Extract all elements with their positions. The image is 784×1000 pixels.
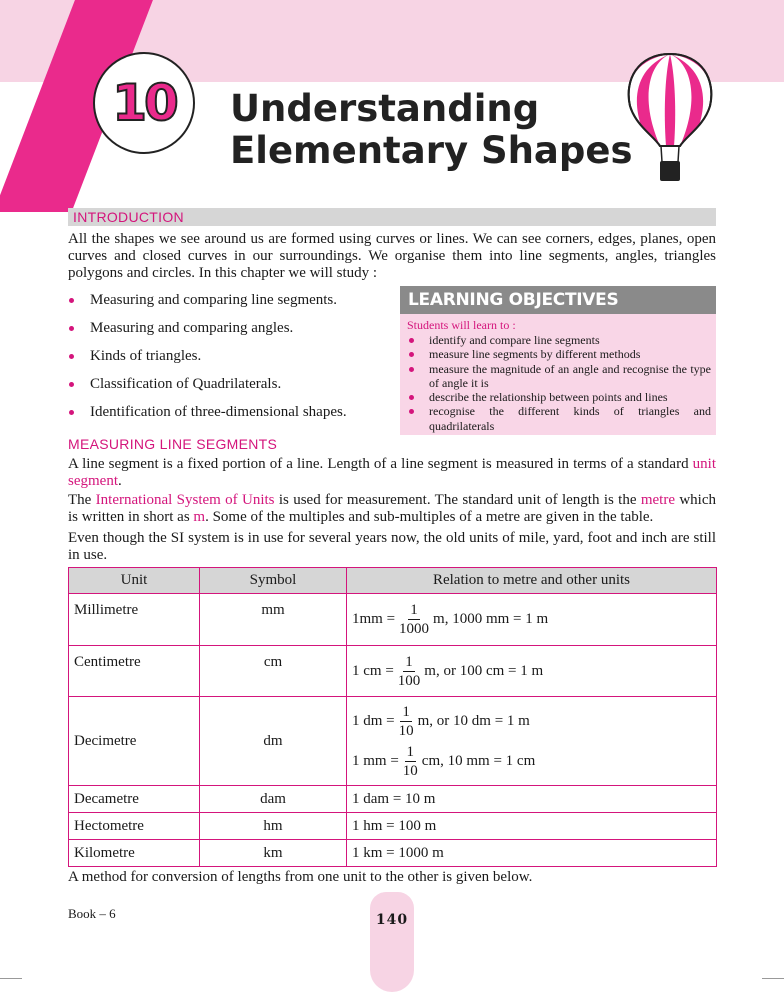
cell-unit: Hectometre: [69, 813, 200, 840]
cell-relation: 1 dam = 10 m: [347, 786, 717, 813]
list-item: Identification of three-dimensional shapes.: [68, 404, 393, 432]
metre-term: metre: [640, 492, 675, 508]
units-table: [68, 567, 717, 867]
cell-symbol: mm: [200, 594, 347, 646]
page-number: 140: [375, 912, 409, 928]
denominator: 10: [398, 722, 414, 739]
fraction: [399, 703, 414, 740]
denominator: 10: [402, 762, 418, 779]
text: . Some of the multiples and sub-multiples of a metre are given in the table.: [205, 509, 654, 525]
text: cm, 10 mm = 1 cm: [421, 752, 536, 769]
list-item: measure the magnitude of an angle and recognise the type of angle it is: [407, 362, 711, 391]
chapter-title-line1: Understanding: [230, 87, 540, 130]
text: 1 mm =: [352, 752, 399, 769]
text: m, or 100 cm = 1 m: [424, 662, 544, 679]
m-term: m: [193, 509, 206, 525]
measuring-heading: MEASURING LINE SEGMENTS: [68, 436, 278, 452]
measuring-paragraph-3: Even though the SI system is in use for several years now, the old units of mile, yard, foot and inch are still in use.: [68, 530, 716, 563]
text: A line segment is a fixed portion of a line. Length of a line segment is measured in terms of a standard: [68, 456, 693, 472]
chapter-number: 10: [112, 74, 176, 132]
cell-relation: 1 km = 1000 m: [347, 840, 717, 867]
column-header-relation: Relation to metre and other units: [347, 568, 717, 594]
table-row: [69, 813, 717, 840]
page-tab: [370, 892, 414, 992]
list-item: recognise the different kinds of triangles and quadrilaterals: [407, 404, 711, 433]
text: .: [118, 473, 122, 489]
fraction: [399, 601, 429, 638]
cell-relation: [347, 594, 717, 646]
text: m, or 10 dm = 1 m: [417, 712, 530, 729]
fraction: [403, 743, 418, 780]
cell-unit: Kilometre: [69, 840, 200, 867]
table-row: [69, 646, 717, 697]
cell-unit: Millimetre: [69, 594, 200, 646]
cell-unit: Centimetre: [69, 646, 200, 697]
cell-symbol: dm: [200, 697, 347, 786]
cell-relation: [347, 646, 717, 697]
cell-unit: Decametre: [69, 786, 200, 813]
book-label: Book – 6: [68, 906, 116, 921]
measuring-paragraph-2: [68, 492, 716, 526]
fraction: [398, 653, 421, 690]
learning-objectives-heading: LEARNING OBJECTIVES: [400, 286, 716, 314]
list-item: describe the relationship between points and lines: [407, 390, 711, 404]
numerator: 1: [402, 703, 410, 720]
cell-symbol: km: [200, 840, 347, 867]
chapter-title-line2: Elementary Shapes: [230, 129, 633, 172]
list-item: Kinds of triangles.: [68, 348, 393, 376]
table-row: [69, 786, 717, 813]
table-header-row: [69, 568, 717, 594]
text: is used for measurement. The standard unit of length is the: [274, 492, 641, 508]
list-item: measure line segments by different methods: [407, 347, 711, 361]
cell-unit: Decimetre: [69, 697, 200, 786]
text: The: [68, 492, 96, 508]
list-item: Measuring and comparing line segments.: [68, 292, 393, 320]
numerator: 1: [406, 743, 415, 760]
topics-list: [68, 292, 393, 432]
learning-objectives-list: [407, 333, 711, 433]
text: which is written in short as: [68, 492, 716, 525]
text: m, 1000 mm = 1 m: [433, 610, 549, 627]
hot-air-balloon-icon: [620, 50, 720, 188]
introduction-text: All the shapes we see around us are formed using curves or lines. We can see corners, edges, planes, open curves and closed curves in our surroundings. We organise them into line segments, angles, triangles polygons and circles. In this chapter we will study :: [68, 231, 716, 281]
si-units-term: International System of Units: [95, 492, 275, 508]
denominator: 100: [397, 672, 421, 689]
cell-symbol: hm: [200, 813, 347, 840]
text: 1 dm =: [352, 712, 395, 729]
table-row: [69, 697, 717, 786]
cell-relation: 1 hm = 100 m: [347, 813, 717, 840]
cell-symbol: cm: [200, 646, 347, 697]
after-table-text: A method for conversion of lengths from one unit to the other is given below.: [68, 869, 533, 885]
list-item: Measuring and comparing angles.: [68, 320, 393, 348]
cell-relation: [347, 697, 717, 786]
list-item: identify and compare line segments: [407, 333, 711, 347]
table-row: [69, 594, 717, 646]
learning-objectives-intro: Students will learn to :: [407, 318, 516, 332]
list-item: Classification of Quadrilaterals.: [68, 376, 393, 404]
text: 1mm =: [352, 610, 396, 627]
introduction-heading: INTRODUCTION: [73, 209, 184, 225]
measuring-paragraph-1: [68, 456, 716, 490]
unit-segment-term: unit segment: [68, 456, 716, 489]
numerator: 1: [405, 653, 413, 670]
column-header-symbol: Symbol: [200, 568, 347, 594]
numerator: 1: [410, 602, 418, 618]
cell-symbol: dam: [200, 786, 347, 813]
table-row: [69, 840, 717, 867]
chapter-title: [230, 87, 633, 172]
chapter-number-badge: [93, 52, 195, 154]
text: 1 cm =: [352, 662, 394, 679]
column-header-unit: Unit: [69, 568, 200, 594]
denominator: 1000: [399, 621, 430, 637]
